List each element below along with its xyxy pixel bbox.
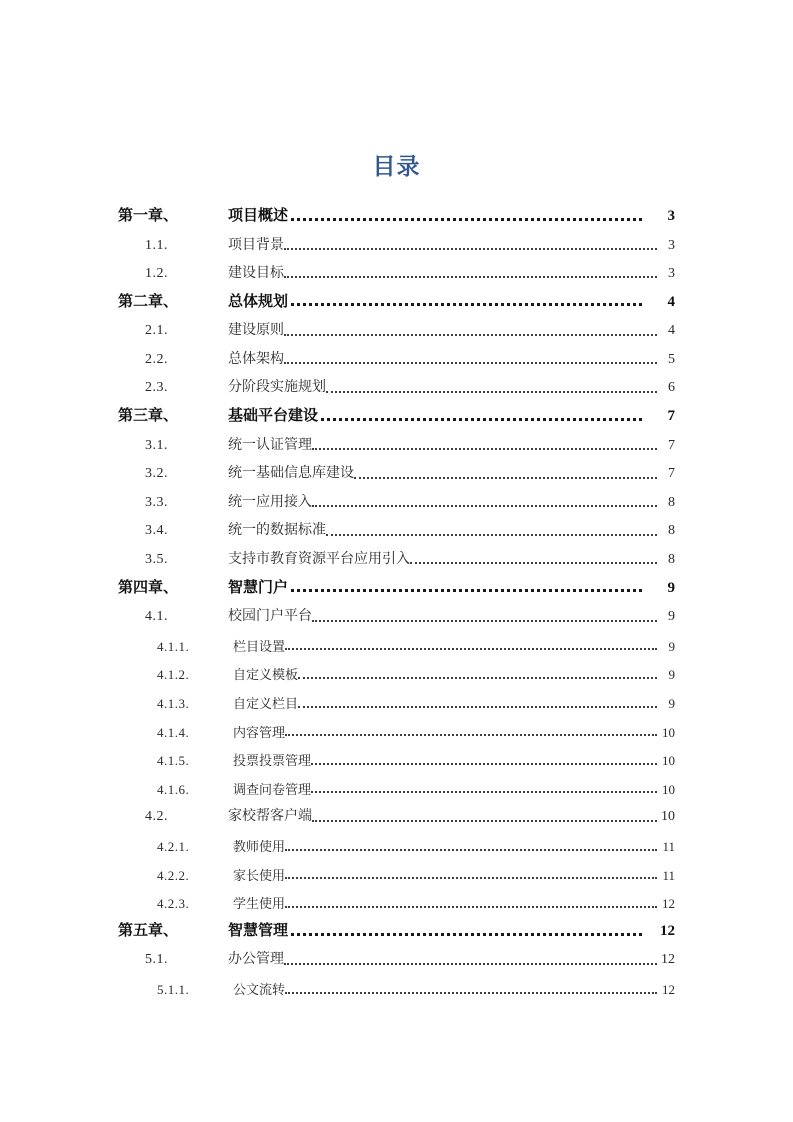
toc-entry-page-number: 11 — [662, 839, 675, 855]
toc-entry-page-number: 7 — [667, 408, 675, 424]
toc-entry-page-number: 9 — [668, 696, 675, 712]
toc-entry-label: 项目概述 — [228, 207, 289, 224]
toc-entry-level-2[interactable] — [0, 253, 793, 282]
toc-entry-level-2[interactable] — [0, 482, 793, 511]
toc-entry-number: 4.2.2. — [157, 867, 190, 883]
toc-entry-page-number: 9 — [667, 579, 675, 596]
toc-entry-label: 家校帮客户端 — [228, 809, 312, 825]
toc-entry-label: 总体架构 — [228, 351, 284, 367]
toc-entry-level-3[interactable] — [0, 854, 793, 883]
toc-entry-page-number: 7 — [668, 437, 675, 453]
toc-dot-leader — [312, 811, 657, 825]
toc-entry-number: 3.4. — [145, 523, 168, 539]
toc-entry-label: 项目背景 — [228, 237, 284, 253]
toc-entry-label: 教师使用 — [233, 839, 286, 855]
toc-entry-label: 调查问卷管理 — [233, 781, 312, 797]
toc-entry-page-number: 3 — [667, 207, 675, 224]
toc-dot-leader — [285, 984, 657, 997]
toc-entry-label: 学生使用 — [233, 896, 286, 912]
toc-dot-leader — [284, 954, 657, 968]
toc-entry-level-2[interactable] — [0, 539, 793, 568]
toc-dot-leader — [284, 325, 657, 339]
toc-entry-label: 分阶段实施规划 — [228, 380, 326, 396]
toc-entry-page-number: 10 — [661, 809, 675, 825]
toc-entry-number: 3.2. — [145, 466, 168, 482]
toc-entry-number: 第二章、 — [118, 293, 179, 310]
toc-entry-number: 第四章、 — [118, 579, 179, 596]
toc-dot-leader — [298, 669, 657, 682]
toc-entry-level-3[interactable] — [0, 825, 793, 854]
toc-entry-page-number: 4 — [667, 293, 675, 310]
toc-entry-label: 统一基础信息库建设 — [228, 466, 354, 482]
toc-entry-label: 投票投票管理 — [233, 753, 312, 769]
toc-entry-number: 2.1. — [145, 323, 168, 339]
toc-entry-level-1[interactable] — [0, 911, 793, 940]
toc-dot-leader — [311, 783, 657, 796]
toc-entry-number: 4.2.3. — [157, 896, 190, 912]
page-title: 目录 — [372, 154, 421, 179]
toc-entry-label: 家长使用 — [233, 867, 286, 883]
toc-entry-level-2[interactable] — [0, 310, 793, 339]
toc-dot-leader — [284, 268, 657, 282]
toc-entry-level-3[interactable] — [0, 739, 793, 768]
toc-dot-leader — [291, 924, 642, 939]
toc-entry-label: 内容管理 — [233, 724, 286, 740]
toc-entry-number: 5.1. — [145, 952, 168, 968]
toc-entry-label: 栏目设置 — [233, 638, 286, 654]
toc-dot-leader — [321, 410, 642, 425]
toc-entry-page-number: 10 — [662, 724, 675, 740]
toc-entry-label: 支持市教育资源平台应用引入 — [228, 552, 410, 568]
toc-entry-page-number: 9 — [668, 609, 675, 625]
toc-dot-leader — [354, 468, 657, 482]
toc-entry-number: 第五章、 — [118, 922, 179, 939]
toc-entry-level-2[interactable] — [0, 511, 793, 540]
toc-entry-page-number: 3 — [668, 266, 675, 282]
toc-entry-label: 建设目标 — [228, 266, 284, 282]
toc-entry-label: 智慧门户 — [228, 579, 289, 596]
toc-dot-leader — [311, 755, 657, 768]
toc-entry-number: 4.2.1. — [157, 839, 190, 855]
toc-entry-number: 第三章、 — [118, 408, 179, 424]
toc-entry-number: 第一章、 — [118, 207, 179, 224]
toc-entry-level-1[interactable] — [0, 396, 793, 425]
toc-dot-leader — [291, 210, 642, 225]
toc-dot-leader — [291, 295, 642, 310]
toc-entry-page-number: 5 — [668, 351, 675, 367]
toc-dot-leader — [298, 698, 657, 711]
toc-dot-leader — [285, 841, 657, 854]
toc-entry-number: 3.1. — [145, 437, 168, 453]
toc-entry-page-number: 10 — [662, 753, 675, 769]
toc-entry-level-2[interactable] — [0, 939, 793, 968]
toc-entry-page-number: 12 — [662, 896, 675, 912]
toc-dot-leader — [410, 554, 657, 568]
toc-dot-leader — [285, 641, 657, 654]
toc-entry-number: 1.1. — [145, 237, 168, 253]
toc-entry-page-number: 6 — [668, 380, 675, 396]
toc-entry-page-number: 8 — [668, 552, 675, 568]
toc-entry-level-2[interactable] — [0, 796, 793, 825]
toc-entry-page-number: 8 — [668, 523, 675, 539]
toc-entry-page-number: 9 — [668, 667, 675, 683]
toc-entry-number: 4.1.1. — [157, 638, 190, 654]
toc-dot-leader — [291, 581, 642, 596]
toc-entry-label: 公文流转 — [233, 981, 286, 997]
toc-entry-page-number: 10 — [662, 781, 675, 797]
toc-entry-level-3[interactable] — [0, 682, 793, 711]
toc-entry-level-3[interactable] — [0, 625, 793, 654]
toc-entry-page-number: 4 — [668, 323, 675, 339]
toc-entry-level-2[interactable] — [0, 339, 793, 368]
toc-entry-number: 2.3. — [145, 380, 168, 396]
toc-entry-number: 4.1.2. — [157, 667, 190, 683]
toc-entry-page-number: 9 — [668, 638, 675, 654]
toc-entry-level-2[interactable] — [0, 368, 793, 397]
toc-entry-level-2[interactable] — [0, 225, 793, 254]
toc-entry-label: 统一认证管理 — [228, 437, 312, 453]
toc-entry-label: 校园门户平台 — [228, 609, 312, 625]
toc-dot-leader — [312, 611, 657, 625]
toc-entry-page-number: 8 — [668, 494, 675, 510]
toc-entry-label: 基础平台建设 — [228, 408, 319, 424]
toc-entry-label: 统一的数据标准 — [228, 523, 326, 539]
toc-entry-label: 智慧管理 — [228, 922, 289, 939]
toc-entry-page-number: 7 — [668, 466, 675, 482]
toc-entry-page-number: 12 — [661, 952, 675, 968]
toc-entry-label: 建设原则 — [228, 323, 284, 339]
toc-dot-leader — [312, 439, 657, 453]
toc-entry-level-1[interactable] — [0, 568, 793, 597]
toc-entry-label: 自定义栏目 — [233, 696, 299, 712]
toc-dot-leader — [284, 239, 657, 253]
toc-entry-level-3[interactable] — [0, 768, 793, 797]
toc-dot-leader — [284, 354, 657, 368]
toc-entry-number: 4.1.3. — [157, 696, 190, 712]
toc-entry-number: 3.5. — [145, 552, 168, 568]
toc-entry-level-3[interactable] — [0, 711, 793, 740]
toc-entry-label: 统一应用接入 — [228, 494, 312, 510]
toc-entry-number: 4.1.5. — [157, 753, 190, 769]
toc-entry-level-1[interactable] — [0, 282, 793, 311]
toc-dot-leader — [312, 497, 657, 511]
toc-entry-page-number: 12 — [660, 922, 675, 939]
toc-entry-level-2[interactable] — [0, 596, 793, 625]
toc-entry-number: 4.1.6. — [157, 781, 190, 797]
toc-dot-leader — [326, 525, 657, 539]
toc-entry-page-number: 3 — [668, 237, 675, 253]
toc-entry-number: 3.3. — [145, 494, 168, 510]
toc-entry-level-3[interactable] — [0, 882, 793, 911]
toc-entry-number: 2.2. — [145, 351, 168, 367]
toc-entry-number: 4.2. — [145, 809, 168, 825]
toc-entry-level-2[interactable] — [0, 425, 793, 454]
toc-entry-number: 4.1. — [145, 609, 168, 625]
toc-entry-page-number: 11 — [662, 867, 675, 883]
toc-entry-level-3[interactable] — [0, 654, 793, 683]
toc-dot-leader — [326, 382, 657, 396]
toc-entry-number: 4.1.4. — [157, 724, 190, 740]
toc-entry-label: 办公管理 — [228, 952, 284, 968]
table-of-contents — [0, 196, 793, 997]
toc-entry-label: 自定义模板 — [233, 667, 299, 683]
toc-entry-number: 1.2. — [145, 266, 168, 282]
toc-entry-level-1[interactable] — [0, 196, 793, 225]
toc-entry-level-2[interactable] — [0, 453, 793, 482]
toc-entry-level-3[interactable] — [0, 968, 793, 997]
toc-dot-leader — [285, 869, 657, 882]
toc-dot-leader — [285, 726, 657, 739]
toc-entry-number: 5.1.1. — [157, 981, 190, 997]
toc-dot-leader — [285, 898, 657, 911]
toc-entry-label: 总体规划 — [228, 293, 289, 310]
toc-entry-page-number: 12 — [662, 981, 675, 997]
